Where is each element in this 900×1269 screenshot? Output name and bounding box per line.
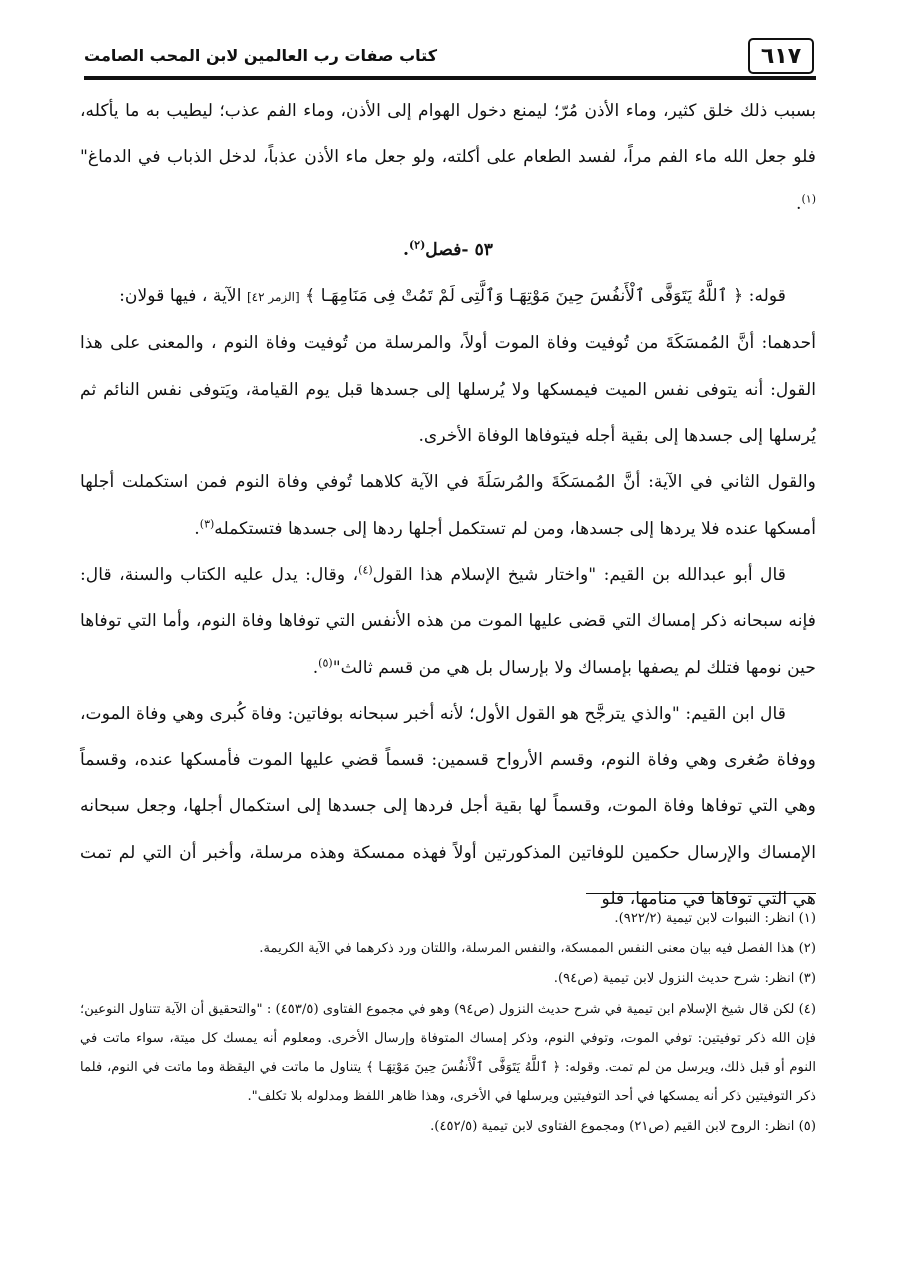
paragraph-4 <box>80 459 816 552</box>
footnote-ref-2: (٢) <box>408 238 426 252</box>
page-number: ٦١٧ <box>748 38 814 74</box>
footnote-2: (٢) هذا الفصل فيه بيان معنى النفس الممسكة، والنفس المرسلة، واللتان ورد ذكرهما في الآية الكريمة. <box>259 941 816 957</box>
verse-citation: [الزمر ٤٢] <box>246 290 300 305</box>
main-text <box>80 88 816 922</box>
paragraph-1-end: . <box>796 193 802 214</box>
page-header <box>84 38 814 74</box>
section-heading-text: ٥٣ -فصل <box>425 239 494 260</box>
footnote-3: (٣) انظر: شرح حديث النزول لابن تيمية (ص٩٤). <box>553 971 816 987</box>
paragraph-6: قال ابن القيم: "والذي يترجَّح هو القول الأول؛ لأنه أخبر سبحانه بوفاتين: وفاة كُبرى وهي وفاة الموت، ووفاة صُغرى وهي وفاة النوم، وقسم الأرواح قسمين: قسماً قضي عليها الموت فأمسكها عنده، وقسماً وهي التي توفاها وفاة الموت، وقسماً لها بقية أجل فردها إلى جسدها إلى استكمال أجلها، وجعل سبحانه الإمساك والإرسال حكمين للوفاتين المذكورتين أولاً فهذه ممسكة وهذه مرسلة، وأخبر أن التي لم تمت هي التي توفاها في منامها، فلو <box>80 703 816 910</box>
paragraph-4-text: والقول الثاني في الآية: أنَّ المُمسَكَةَ والمُرسَلَةَ في الآية كلاهما تُوفي وفاة النوم فمن استكملت أجلها أمسكها عنده فلا يردها إلى جسدها، ومن لم تستكمل أجلها ردها إلى جسدها فتستكمله <box>80 472 816 539</box>
paragraph-5-text-b: ، وقال: يدل عليه الكتاب والسنة، قال: فإنه سبحانه ذكر إمساك التي قضى عليها الموت من هذه الأنفس التي توفاها وفاة النوم، وأما التي توفاها حين نومها فتلك لم يصفها بإمساك ولا بإرسال بل هي من قسم ثالث" <box>80 564 816 678</box>
footnotes <box>80 904 816 1143</box>
paragraph-3: أحدهما: أنَّ المُمسَكَةَ من تُوفيت وفاة الموت أولاً، والمرسلة من تُوفيت وفاة النوم ، والمعنى على هذا القول: أنه يتوفى نفس الميت فيمسكها ولا يُرسلها إلى جسدها قبل يوم القيامة، ويَتوفى نفس النائم ثم يُرسلها إلى جسدها إلى بقية أجله فيتوفاها الوفاة الأخرى. <box>80 333 816 447</box>
section-heading-end: . <box>402 239 409 260</box>
paragraph-2 <box>80 273 816 320</box>
paragraph-2-prefix: قوله: <box>748 286 786 307</box>
paragraph-1-text: بسبب ذلك خلق كثير، وماء الأذن مُرّ؛ ليمنع دخول الهوام إلى الأذن، وماء الفم عذب؛ ليطيب به ما يأكله، فلو جعل الله ماء الفم مراً، لفسد الطعام على أكلته، ولو جعل ماء الأذن عذباً، لدخل الذباب في الدماغ" <box>80 101 816 168</box>
book-title: كتاب صفات رب العالمين لابن المحب الصامت <box>84 46 438 65</box>
paragraph-4-end: . <box>194 518 200 539</box>
quran-verse: ﴿ ٱللَّهُ يَتَوَفَّى ٱلْأَنفُسَ حِينَ مَوْتِهَـا وَٱلَّتِى لَمْ تَمُتْ فِى مَنَامِهَـا ﴾ <box>305 286 744 307</box>
footnote-1: (١) انظر: النبوات لابن تيمية (٩٢٢/٢). <box>614 911 816 926</box>
header-rule <box>84 76 816 80</box>
footnote-ref-5: (٥) <box>318 655 333 669</box>
paragraph-5-text-a: قال أبو عبدالله بن القيم: "واختار شيخ الإسلام هذا القول <box>372 564 786 585</box>
paragraph-2-suffix: الآية ، فيها قولان: <box>119 286 242 307</box>
footnote-ref-3: (٣) <box>199 516 215 530</box>
footnote-4: (٤) لكن قال شيخ الإسلام ابن تيمية في شرح حديث النزول (ص٩٤) وهو في مجموع الفتاوى (٤٥٣/٥) : "والتحقيق أن الآية تتناول النوعين؛ فإن الله ذكر توفيتين: توفي الموت، وتوفي النوم، وذكر إمساك المتوفاة وإرسال الأخرى. ومعلوم أنه يمسك كل ميتة، سواء ماتت في النوم أو قبل ذلك، ويرسل من لم تمت. وقوله: ﴿ ٱللَّهُ يَتَوَفَّى ٱلْأَنفُسَ حِينَ مَوْتِهَـا ﴾ يتناول ما ماتت في اليقظة وما ماتت في النوم، فلما ذكر التوفيتين ذكر أنه يمسكها في أحد التوفيتين ويرسلها في الأخرى، وهذا ظاهر اللفظ ومدلوله بلا تكلف". <box>80 1001 817 1105</box>
paragraph-5 <box>80 552 816 691</box>
section-heading <box>80 227 816 273</box>
footnote-ref-4: (٤) <box>358 563 373 577</box>
paragraph-5-end: . <box>312 657 319 678</box>
footnote-5: (٥) انظر: الروح لابن القيم (ص٢١) ومجموع الفتاوى لابن تيمية (٤٥٢/٥). <box>430 1119 816 1135</box>
footnote-rule <box>586 893 816 894</box>
footnote-ref-1: (١) <box>801 191 816 205</box>
paragraph-1 <box>80 88 816 227</box>
